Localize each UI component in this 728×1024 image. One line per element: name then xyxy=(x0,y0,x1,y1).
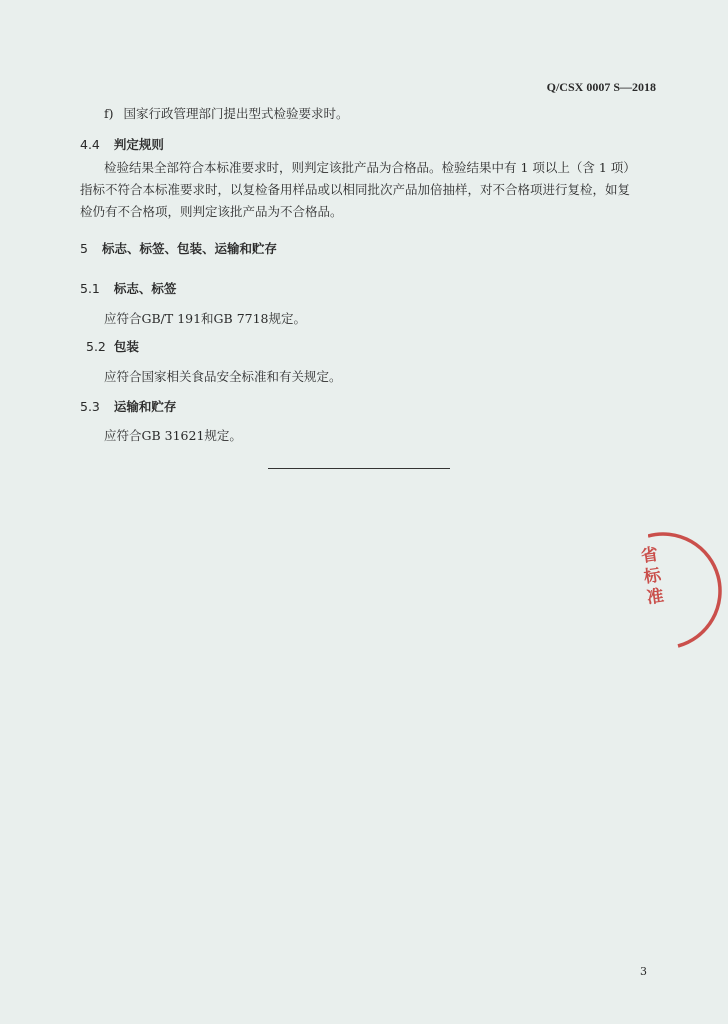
section-number: 5.2 xyxy=(86,339,106,354)
paragraph-5-3: 应符合GB 31621规定。 xyxy=(104,428,242,443)
page-number: 3 xyxy=(640,965,647,978)
paragraph-5-2: 应符合国家相关食品安全标准和有关规定。 xyxy=(104,369,342,384)
list-item-f xyxy=(104,104,349,122)
heading-4-4 xyxy=(80,135,164,153)
section-number: 4.4 xyxy=(80,137,100,152)
heading-5 xyxy=(80,239,277,257)
section-title: 标志、标签 xyxy=(113,281,177,296)
document-code: Q/CSX 0007 S—2018 xyxy=(546,80,656,94)
section-number: 5 xyxy=(80,241,88,256)
section-title: 包装 xyxy=(113,339,139,354)
list-item-text: 国家行政管理部门提出型式检验要求时。 xyxy=(123,106,349,121)
end-rule xyxy=(268,468,450,469)
seal-text: 省标准 xyxy=(639,544,666,609)
section-title: 运输和贮存 xyxy=(113,399,177,414)
heading-5-1 xyxy=(80,279,176,297)
section-title: 标志、标签、包装、运输和贮存 xyxy=(101,241,277,256)
section-title: 判定规则 xyxy=(113,137,164,152)
section-number: 5.1 xyxy=(80,281,100,296)
paragraph-5-1: 应符合GB/T 191和GB 7718规定。 xyxy=(104,311,307,326)
heading-5-2 xyxy=(86,337,139,355)
paragraph-4-4: 检验结果全部符合本标准要求时，则判定该批产品为合格品。检验结果中有 1 项以上（含 1 项）指标不符合本标准要求时，以复检备用样品或以相同批次产品加倍抽样，对不合格项进行复检，如复检仍有不合格项，则判定该批产品为不合格品。 xyxy=(80,160,636,219)
list-marker: f) xyxy=(104,106,114,121)
section-number: 5.3 xyxy=(80,399,100,414)
heading-5-3 xyxy=(80,397,176,415)
